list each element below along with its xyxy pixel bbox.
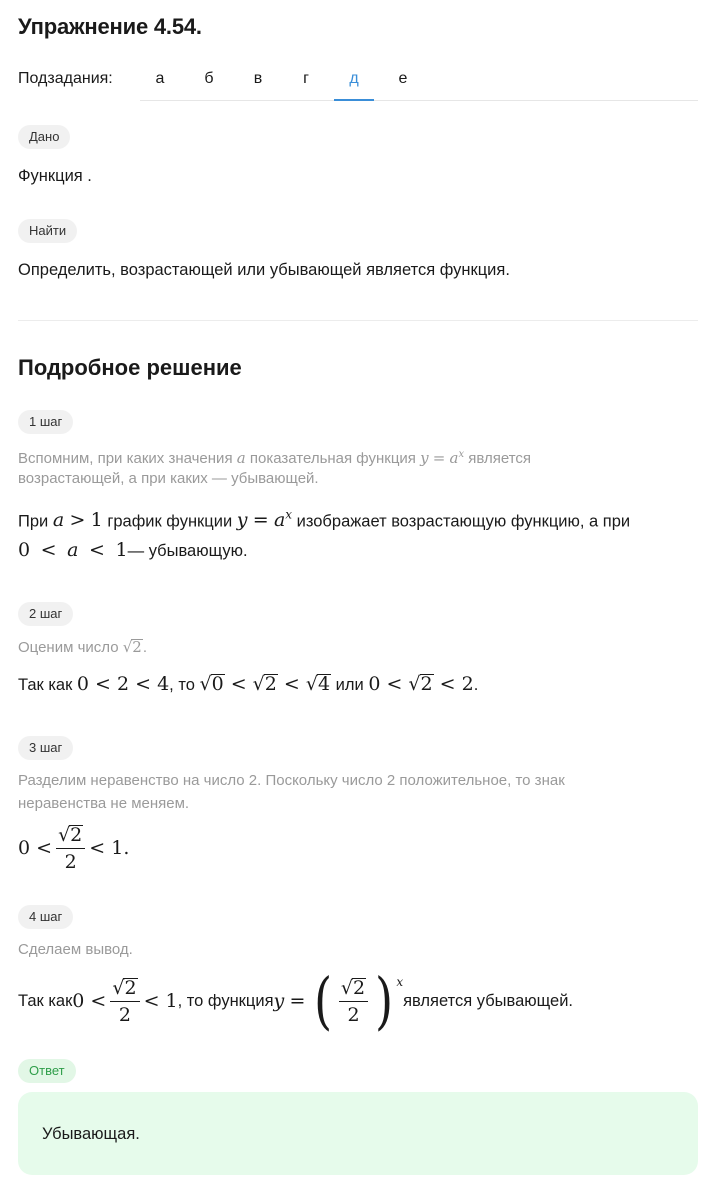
math-sqrt-chain-2: 0 < √2 < 2: [368, 673, 474, 695]
answer-box: [18, 1092, 698, 1175]
math-sqrt-chain-1: √0 < √2 < √4: [199, 673, 331, 695]
tab-v[interactable]: в: [253, 70, 263, 87]
math-0-lt-a-lt-1: 0 < a < 1: [18, 539, 128, 561]
step-1-text-line2: 0 < a < 1— убывающую.: [18, 539, 248, 561]
step-2-badge: 2 шаг: [18, 602, 73, 626]
answer-text: Убывающая.: [42, 1125, 140, 1143]
subtasks-label: Подзадания:: [18, 70, 113, 87]
answer-badge: Ответ: [18, 1059, 76, 1083]
step-1-text: При a > 1 график функции $y = a^x$ изображает возрастающую функцию, а при: [18, 508, 631, 532]
given-text: Функция .: [18, 167, 92, 185]
math-frac-sqrt2-over-2: $\frac{√2}{2}$: [56, 822, 85, 875]
tab-g[interactable]: г: [303, 70, 309, 87]
step-3-badge: 3 шаг: [18, 736, 73, 760]
section-divider: [18, 320, 698, 321]
step-1-hint: Вспомним, при каких значения a показательная функция $y = a^x$ является: [18, 449, 532, 467]
math-y-eq-a-x: $y = a^x$: [236, 508, 293, 532]
step-3-formula: 0 < $\frac{√2}{2}$ < 1.: [18, 823, 130, 873]
step-4-hint: Сделаем вывод.: [18, 941, 133, 958]
math-a-gt-1: a > 1: [52, 509, 103, 532]
tab-b[interactable]: б: [204, 70, 214, 87]
given-badge: Дано: [18, 125, 70, 149]
solution-title: Подробное решение: [18, 355, 242, 380]
step-4-text: Так как 0 < $\frac{√2}{2}$ < 1 , то функция y = ( $\frac{√2}{2}$ ) $^x$ является убывающей.: [18, 964, 574, 1037]
tab-e[interactable]: е: [398, 70, 408, 87]
step-4-badge: 4 шаг: [18, 905, 73, 929]
page-title: Упражнение 4.54.: [18, 14, 202, 39]
step-2-text: Так как 0 < 2 < 4, то √0 < √2 < √4 или 0 < √2 < 2.: [18, 673, 479, 695]
math-sqrt-2: √2: [122, 638, 142, 656]
step-2-hint: Оценим число √2.: [18, 635, 147, 660]
step-1-hint-line2: возрастающей, а при каких — убывающей.: [18, 470, 319, 487]
tab-a[interactable]: а: [155, 70, 165, 87]
subtask-tabs: [140, 66, 698, 101]
find-text: Определить, возрастающей или убывающей является функция.: [18, 261, 510, 279]
math-y-eq-a-x: $y = a^x$: [420, 449, 465, 467]
math-0-lt-frac-lt-1: 0 < $\frac{√2}{2}$ < 1: [72, 976, 178, 1026]
find-badge: Найти: [18, 219, 77, 243]
step-1-badge: 1 шаг: [18, 410, 73, 434]
math-0-lt-2-lt-4: 0 < 2 < 4: [76, 673, 170, 695]
step-3-hint-line1: Разделим неравенство на число 2. Поскольку число 2 положительное, то знак: [18, 772, 565, 789]
tab-d[interactable]: д: [334, 70, 374, 100]
math-a: a: [236, 449, 246, 467]
math-y-eq-frac-pow-x: y = ( $\frac{√2}{2}$ ) $^x$: [273, 964, 404, 1037]
step-3-hint-line2: неравенства не меняем.: [18, 795, 190, 812]
